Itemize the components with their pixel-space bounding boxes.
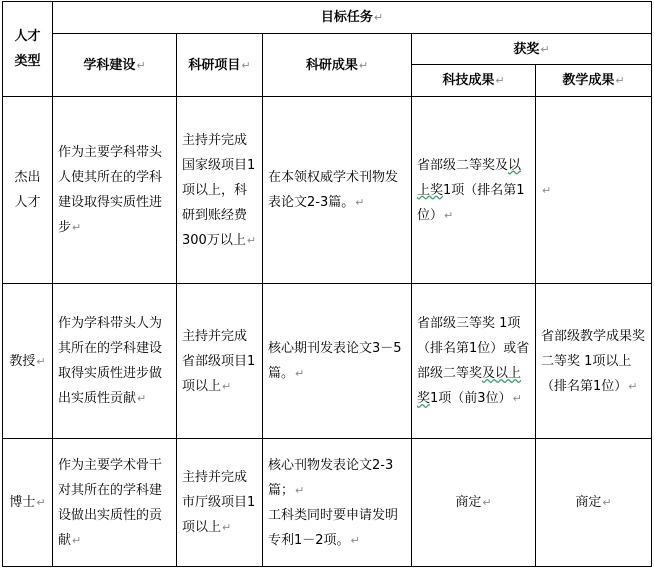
header-target-tasks-label: 目标任务 (320, 10, 373, 25)
row1-sci-award-underlined: 以上奖 (417, 157, 522, 198)
row1-discipline (53, 97, 176, 283)
row3-project (177, 439, 262, 566)
header-research-project (177, 34, 262, 96)
paragraph-mark: ↵ (350, 533, 360, 547)
row1-discipline-text: 作为主要学科带头人使其所在的学科建设取得实质性进步 (58, 145, 163, 235)
header-awards (412, 34, 651, 64)
paragraph-mark: ↵ (495, 74, 505, 87)
paragraph-mark: ↵ (628, 379, 638, 393)
paragraph-mark: ↵ (222, 379, 232, 393)
row2-sci-award-underlined: 及以上奖 (417, 366, 522, 406)
row3-discipline (53, 439, 176, 566)
paragraph-mark: ↵ (72, 533, 82, 547)
paragraph-mark: ↵ (542, 183, 552, 197)
row3-teaching-award (536, 439, 651, 566)
row1-talent-type (3, 97, 52, 283)
row3-output-line1: 核心刊物发表论文2-3篇； (268, 457, 394, 498)
paragraph-mark: ↵ (246, 233, 257, 247)
header-sci-award-label: 科技成果 (442, 73, 495, 88)
row1-sci-award (412, 97, 535, 283)
row2-sci-award-post: 1项（前3位） (430, 391, 512, 406)
row1-sci-award-post: 1项（排名第1位） (417, 182, 525, 223)
row1-sci-award-pre: 省部级二等奖及 (417, 157, 509, 173)
row2-sci-award-pre: 省部级三等奖 1项（排名第1位）或省部级二等奖 (417, 316, 530, 381)
paragraph-mark: ↵ (72, 221, 82, 234)
paragraph-mark: ↵ (36, 496, 46, 509)
row3-talent-type-text: 博士 (9, 495, 36, 510)
row3-project-text: 主持并完成市厅级项目1项以上 (182, 470, 256, 535)
header-teaching-award (536, 65, 651, 96)
header-research-project-label: 科研项目 (188, 57, 241, 73)
header-target-tasks (53, 2, 651, 33)
row3-teaching-award-text: 商定 (575, 495, 602, 510)
paragraph-mark: ↵ (36, 354, 46, 368)
paragraph-mark: ↵ (295, 483, 305, 497)
paragraph-mark: ↵ (295, 367, 305, 380)
paragraph-mark: ↵ (222, 521, 232, 534)
header-research-output (263, 34, 411, 96)
paragraph-mark: ↵ (136, 58, 146, 72)
row2-teaching-award (536, 284, 651, 438)
row3-sci-award (412, 439, 535, 566)
row2-sci-award (412, 284, 535, 438)
row1-project-text: 主持并完成国家级项目1项以上，科研到账经费300万以上 (182, 132, 256, 248)
row2-output-text: 核心期刊发表论文3－5篇。 (268, 341, 402, 381)
row2-discipline (53, 284, 176, 438)
paragraph-mark: ↵ (241, 58, 251, 72)
row3-discipline-text: 作为主要学术骨干对其所在的学科建设做出实质性的贡献 (58, 457, 163, 548)
paragraph-mark: ↵ (444, 208, 454, 222)
row1-teaching-award (536, 97, 651, 283)
row1-project (177, 97, 262, 283)
row1-output-text: 在本领权威学术刊物发表论文2-3篇。 (268, 170, 399, 210)
header-sci-award (412, 65, 535, 96)
header-teaching-award-label: 教学成果 (562, 73, 615, 88)
paragraph-mark: ↵ (482, 496, 492, 509)
rule-right (651, 1, 652, 567)
row2-discipline-text: 作为学科带头人为其所在的学科建设取得实质性进步做出实质性贡献 (58, 316, 163, 406)
row3-output-line2: 工科类同时要申请发明专利1－2项。 (268, 507, 399, 548)
header-awards-label: 获奖 (513, 41, 540, 57)
row2-teaching-award-text: 省部级教学成果奖二等奖 1项以上（排名第1位） (541, 328, 646, 394)
row2-talent-type (3, 284, 52, 438)
row1-output (263, 97, 411, 283)
row1-talent-type-text: 杰出人才 (14, 170, 41, 210)
paragraph-mark: ↵ (602, 496, 612, 509)
row2-output (263, 284, 411, 438)
paragraph-mark: ↵ (355, 196, 365, 209)
row3-output (263, 439, 411, 566)
row3-sci-award-text: 商定 (455, 495, 482, 510)
paragraph-mark: ↵ (512, 392, 522, 405)
row2-talent-type-text: 教授 (9, 353, 36, 369)
paragraph-mark: ↵ (137, 392, 147, 405)
row3-talent-type (3, 439, 52, 566)
rule-bottom (2, 566, 652, 567)
header-talent-type-label: 人才类型 (14, 29, 41, 69)
paragraph-mark: ↵ (540, 42, 550, 56)
row2-project (177, 284, 262, 438)
row2-project-text: 主持并完成省部级项目1项以上 (182, 328, 256, 394)
paragraph-mark: ↵ (615, 74, 625, 87)
paragraph-mark: ↵ (373, 11, 384, 24)
header-talent-type (3, 2, 52, 96)
header-discipline (53, 34, 176, 96)
header-discipline-label: 学科建设 (83, 57, 136, 73)
paragraph-mark: ↵ (358, 58, 369, 72)
header-research-output-label: 科研成果 (305, 57, 358, 73)
